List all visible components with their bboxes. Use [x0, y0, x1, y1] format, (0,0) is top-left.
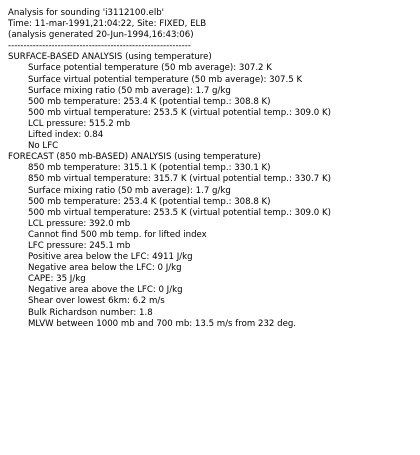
surface-line: LCL pressure: 515.2 mb	[28, 118, 131, 129]
surface-line: 500 mb virtual temperature: 253.5 K (virtual potential temp.: 309.0 K)	[28, 107, 331, 118]
surface-line: No LFC	[28, 141, 59, 152]
surface-line: Surface potential temperature (50 mb average): 307.2 K	[28, 63, 272, 74]
surface-line: 500 mb temperature: 253.4 K (potential temp.: 308.8 K)	[28, 96, 271, 107]
report-generated: (analysis generated 20-Jun-1994,16:43:06)	[8, 30, 194, 41]
sounding-analysis-text	[8, 8, 414, 330]
forecast-line: Positive area below the LFC: 4911 J/kg	[28, 252, 193, 263]
forecast-line: LCL pressure: 392.0 mb	[28, 218, 131, 229]
forecast-line: MLVW between 1000 mb and 700 mb: 13.5 m/s from 232 deg.	[28, 318, 297, 329]
report-title: Analysis for sounding 'i3112100.elb'	[8, 8, 165, 18]
forecast-line: 500 mb temperature: 253.4 K (potential temp.: 308.8 K)	[28, 196, 271, 207]
report-time-site: Time: 11-mar-1991,21:04:22, Site: FIXED, ELB	[8, 19, 207, 30]
forecast-line: Negative area below the LFC: 0 J/kg	[28, 263, 182, 274]
surface-line: Surface virtual potential temperature (50 mb average): 307.5 K	[28, 74, 303, 85]
forecast-analysis-heading: FORECAST (850 mb-BASED) ANALYSIS (using temperature)	[8, 152, 261, 163]
forecast-line: LFC pressure: 245.1 mb	[28, 240, 131, 251]
forecast-line: 850 mb temperature: 315.1 K (potential temp.: 330.1 K)	[28, 163, 271, 174]
forecast-line: Bulk Richardson number: 1.8	[28, 307, 153, 318]
forecast-line: Cannot find 500 mb temp. for lifted index	[28, 229, 207, 240]
forecast-line: 850 mb virtual temperature: 315.7 K (virtual potential temp.: 330.7 K)	[28, 174, 331, 185]
forecast-line: CAPE: 35 J/kg	[28, 274, 86, 285]
forecast-line: Negative area above the LFC: 0 J/kg	[28, 285, 183, 296]
forecast-line: 500 mb virtual temperature: 253.5 K (virtual potential temp.: 309.0 K)	[28, 207, 331, 218]
forecast-line: Surface mixing ratio (50 mb average): 1.7 g/kg	[28, 185, 231, 196]
surface-line: Lifted index: 0.84	[28, 130, 104, 141]
surface-line: Surface mixing ratio (50 mb average): 1.7 g/kg	[28, 85, 231, 96]
forecast-line: Shear over lowest 6km: 6.2 m/s	[28, 296, 165, 307]
surface-analysis-heading: SURFACE-BASED ANALYSIS (using temperature)	[8, 52, 212, 63]
header-divider: -----------------------------------------------------------	[8, 41, 191, 52]
